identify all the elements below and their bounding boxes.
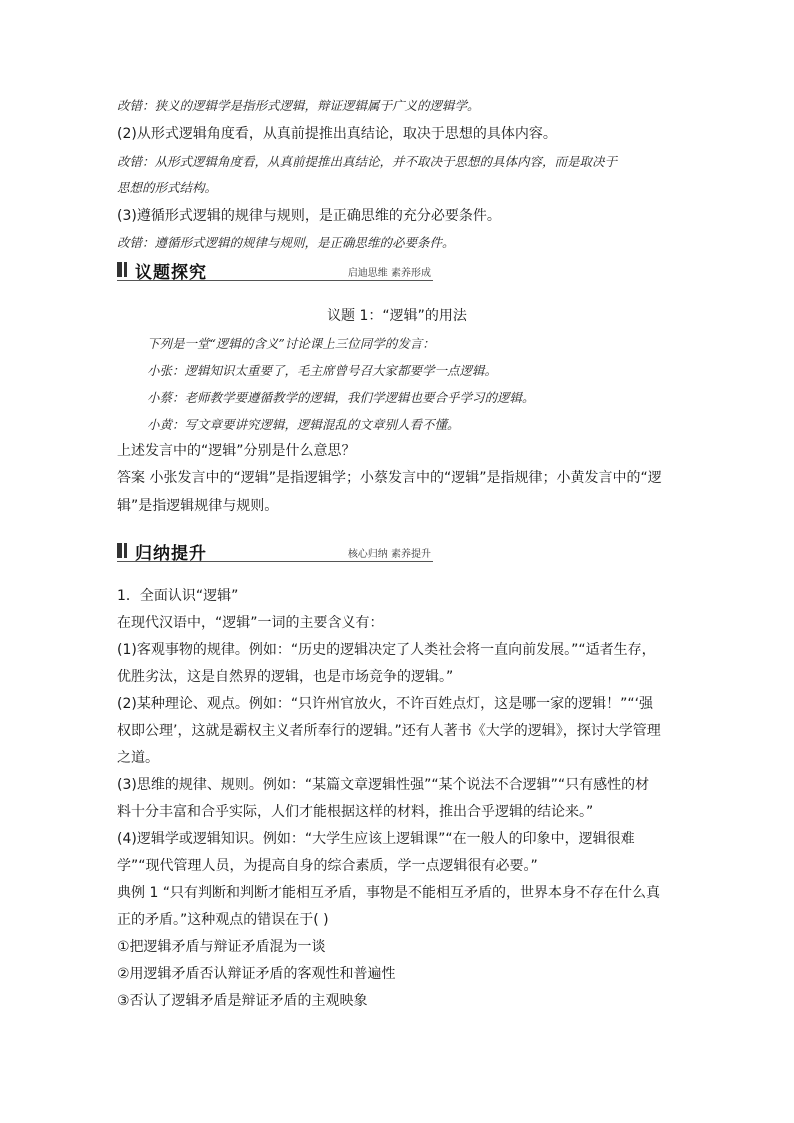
correction-line: 改错：从形式逻辑角度看，从真前提推出真结论，并不取决于思想的具体内容，而是取决于 bbox=[117, 154, 618, 169]
statement-line: (2)从形式逻辑角度看，从真前提推出真结论，取决于思想的具体内容。 bbox=[117, 126, 557, 142]
speaker-line: 小蔡：老师教学要遵循教学的逻辑，我们学逻辑也要合乎学习的逻辑。 bbox=[147, 390, 535, 405]
section-title: 议题探究 bbox=[135, 263, 207, 283]
summary-line: 在现代汉语中，“逻辑”一词的主要含义有： bbox=[117, 615, 384, 631]
summary-line: (2)某种理论、观点。例如：“只许州官放火，不许百姓点灯，这是哪一家的逻辑！”“‘强 bbox=[117, 696, 654, 712]
summary-line: 优胜劣汰，这是自然界的逻辑，也是市场竞争的逻辑。” bbox=[117, 669, 454, 685]
correction-line: 思想的形式结构。 bbox=[117, 180, 218, 195]
summary-line: (3)思维的规律、规则。例如：“某篇文章逻辑性强”“某个说法不合逻辑”“只有感性的材 bbox=[117, 777, 650, 793]
option-line: ①把逻辑矛盾与辩证矛盾混为一谈 bbox=[117, 939, 326, 955]
summary-line: 料十分丰富和合乎实际，人们才能根据这样的材料，推出合乎逻辑的结论来。” bbox=[117, 804, 594, 820]
summary-line: 学”“现代管理人员，为提高自身的综合素质，学一点逻辑很有必要。” bbox=[117, 858, 538, 874]
section-marker-icon bbox=[117, 543, 122, 558]
section-divider bbox=[117, 280, 433, 281]
summary-line: (4)逻辑学或逻辑知识。例如：“大学生应该上逻辑课”“在一般人的印象中，逻辑很难 bbox=[117, 831, 635, 847]
example-line: 典例 1 “只有判断和判断才能相互矛盾，事物是不能相互矛盾的，世界本身不存在什么真 bbox=[117, 885, 661, 901]
topic-intro: 下列是一堂“逻辑的含义”讨论课上三位同学的发言： bbox=[147, 336, 435, 351]
correction-line: 改错：狭义的逻辑学是指形式逻辑，辩证逻辑属于广义的逻辑学。 bbox=[117, 98, 480, 113]
section-marker-icon bbox=[124, 543, 127, 558]
section-divider bbox=[117, 561, 433, 562]
section-marker-icon bbox=[124, 262, 127, 277]
section-title: 归纳提升 bbox=[135, 544, 207, 564]
section-tag: 启迪思维 素养形成 bbox=[347, 268, 431, 279]
section-tag: 核心归纳 素养提升 bbox=[347, 549, 431, 560]
summary-line: 权即公理’，这就是霸权主义者所奉行的逻辑。”还有人著书《大学的逻辑》，探讨大学管理 bbox=[117, 723, 661, 739]
section-header-summary bbox=[117, 540, 433, 562]
option-line: ②用逻辑矛盾否认辩证矛盾的客观性和普遍性 bbox=[117, 966, 396, 982]
topic-answer: 答案 小张发言中的“逻辑”是指逻辑学；小蔡发言中的“逻辑”是指规律；小黄发言中的“逻 bbox=[117, 470, 662, 486]
section-header-discussion bbox=[117, 259, 433, 281]
correction-line: 改错：遵循形式逻辑的规律与规则，是正确思维的必要条件。 bbox=[117, 235, 455, 250]
speaker-line: 小黄：写文章要讲究逻辑，逻辑混乱的文章别人看不懂。 bbox=[147, 417, 460, 432]
speaker-line: 小张：逻辑知识太重要了，毛主席曾号召大家都要学一点逻辑。 bbox=[147, 363, 498, 378]
example-line: 正的矛盾。”这种观点的错误在于( ) bbox=[117, 912, 329, 928]
summary-line: 之道。 bbox=[117, 750, 159, 766]
option-line: ③否认了逻辑矛盾是辩证矛盾的主观映象 bbox=[117, 993, 368, 1009]
section-marker-icon bbox=[117, 262, 122, 277]
topic-answer: 辑”是指逻辑规律与规则。 bbox=[117, 498, 279, 514]
statement-line: (3)遵循形式逻辑的规律与规则，是正确思维的充分必要条件。 bbox=[117, 208, 501, 224]
summary-line: (1)客观事物的规律。例如：“历史的逻辑决定了人类社会将一直向前发展。”“适者生存， bbox=[117, 642, 656, 658]
topic-question: 上述发言中的“逻辑”分别是什么意思？ bbox=[117, 443, 356, 459]
summary-line: 1．全面认识“逻辑” bbox=[117, 588, 239, 604]
topic-title: 议题 1：“逻辑”的用法 bbox=[327, 308, 467, 324]
